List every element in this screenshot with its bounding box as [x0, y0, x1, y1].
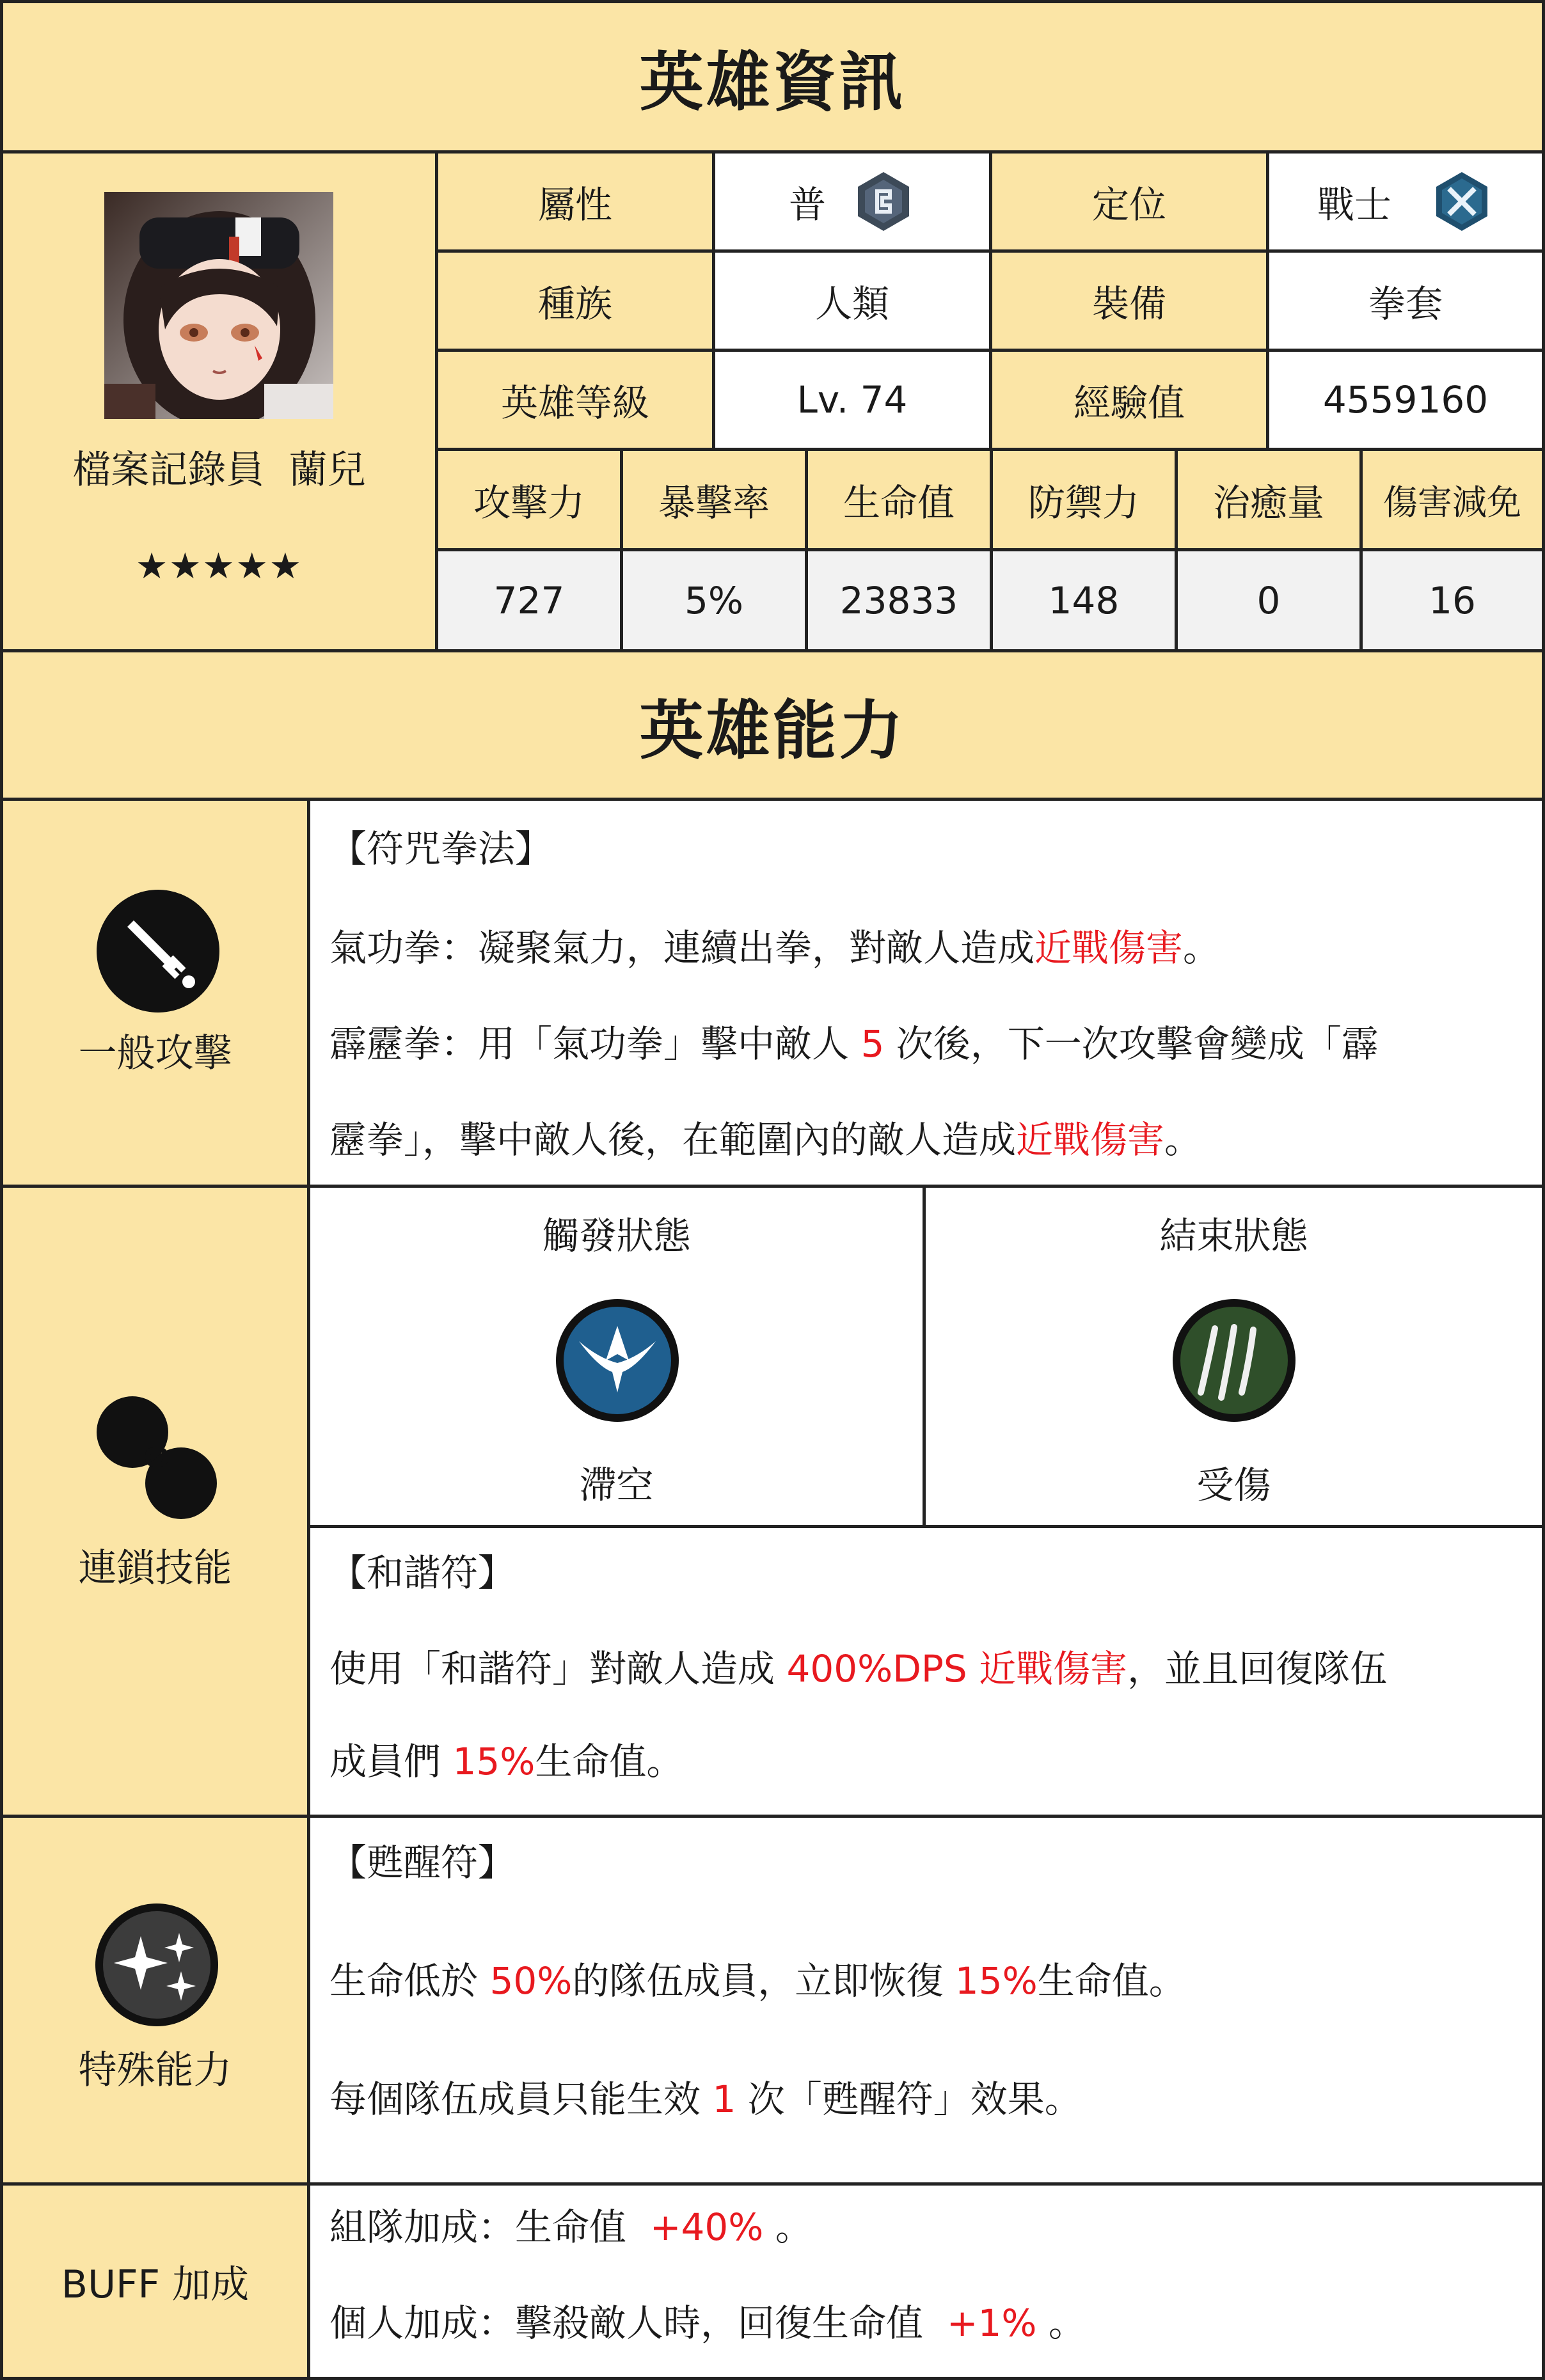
normal-attack-line-1: 氣功拳：凝聚氣力，連續出拳，對敵人造成近戰傷害。 — [329, 926, 1221, 970]
normal-attack-title: 【符咒拳法】 — [329, 827, 553, 871]
hero-stars: ★★★★★ — [135, 545, 303, 587]
stat-value-heal: 0 — [1175, 548, 1363, 652]
special-desc — [307, 1815, 1545, 2186]
normal-attack-label-cell — [0, 798, 310, 1188]
end-state-cell — [923, 1185, 1545, 1528]
chain-skill-label: 連鎖技能 — [78, 1546, 232, 1591]
special-label-cell — [0, 1815, 310, 2186]
chain-skill-label-cell — [0, 1185, 310, 1818]
chain-skill-line-1: 使用「和諧符」對敵人造成 400%DPS 近戰傷害，並且回復隊伍 — [329, 1647, 1388, 1690]
end-state-value: 受傷 — [1196, 1463, 1271, 1507]
stat-header-crit: 暴擊率 — [620, 448, 808, 551]
normal-attribute-icon — [852, 169, 915, 233]
warrior-icon — [1430, 169, 1494, 233]
stat-header-attack: 攻擊力 — [435, 448, 623, 551]
stat-header-defense: 防禦力 — [990, 448, 1178, 551]
chain-icon — [93, 1392, 221, 1520]
stat-header-dmg-reduce: 傷害減免 — [1359, 448, 1545, 551]
buff-line-1: 組隊加成：生命值 +40% 。 — [329, 2205, 812, 2249]
special-title: 【甦醒符】 — [329, 1841, 516, 1884]
stat-value-crit: 5% — [620, 548, 808, 652]
equipment-value: 拳套 — [1266, 249, 1545, 352]
stat-value-hp: 23833 — [805, 548, 993, 652]
buff-line-2: 個人加成：擊殺敵人時，回復生命值 +1% 。 — [329, 2301, 1086, 2345]
special-line-2: 每個隊伍成員只能生效 1 次「甦醒符」效果。 — [329, 2077, 1082, 2121]
buff-desc — [307, 2182, 1545, 2380]
buff-label: BUFF 加成 — [0, 2182, 310, 2380]
stat-header-heal: 治癒量 — [1175, 448, 1363, 551]
normal-attack-line-2: 霹靂拳：用「氣功拳」擊中敵人 5 次後，下一次攻擊會變成「霹 — [329, 1022, 1379, 1066]
special-label: 特殊能力 — [78, 2048, 232, 2093]
normal-attack-line-3: 靂拳」，擊中敵人後，在範圍內的敵人造成近戰傷害。 — [329, 1118, 1202, 1162]
normal-attack-label: 一般攻擊 — [78, 1031, 232, 1076]
hero-portrait — [104, 192, 333, 419]
info-title: 英雄資訊 — [0, 0, 1545, 154]
attribute-value: 普 — [712, 150, 992, 253]
stat-value-dmg-reduce: 16 — [1359, 548, 1545, 652]
race-label: 種族 — [435, 249, 715, 352]
role-value: 戰士 — [1266, 150, 1545, 253]
level-label: 英雄等級 — [435, 349, 715, 451]
trigger-state-cell — [307, 1185, 926, 1528]
hero-name: 檔案記錄員 蘭兒 — [72, 448, 366, 493]
equipment-label: 裝備 — [989, 249, 1269, 352]
ability-title: 英雄能力 — [0, 649, 1545, 801]
race-value: 人類 — [712, 249, 992, 352]
role-label: 定位 — [989, 150, 1269, 253]
trigger-state-label: 觸發狀態 — [542, 1214, 691, 1257]
attribute-label: 屬性 — [435, 150, 715, 253]
hero-panel — [0, 150, 438, 652]
stat-value-defense: 148 — [990, 548, 1178, 652]
exp-value: 4559160 — [1266, 349, 1545, 451]
end-state-label: 結束狀態 — [1159, 1214, 1308, 1257]
claw-wound-icon — [1170, 1296, 1298, 1424]
exp-label: 經驗值 — [989, 349, 1269, 451]
airborne-icon — [553, 1296, 681, 1424]
chain-skill-line-2: 成員們 15%生命值。 — [329, 1740, 684, 1783]
sparkle-icon — [93, 1901, 221, 2029]
chain-skill-title: 【和諧符】 — [329, 1551, 516, 1595]
sword-icon — [94, 887, 222, 1015]
trigger-state-value: 滯空 — [579, 1463, 654, 1507]
special-line-1: 生命低於 50%的隊伍成員，立即恢復 15%生命值。 — [329, 1959, 1186, 2003]
stat-header-hp: 生命值 — [805, 448, 993, 551]
level-value: Lv. 74 — [712, 349, 992, 451]
stat-value-attack: 727 — [435, 548, 623, 652]
chain-skill-desc — [307, 1525, 1545, 1818]
normal-attack-desc — [307, 798, 1545, 1188]
